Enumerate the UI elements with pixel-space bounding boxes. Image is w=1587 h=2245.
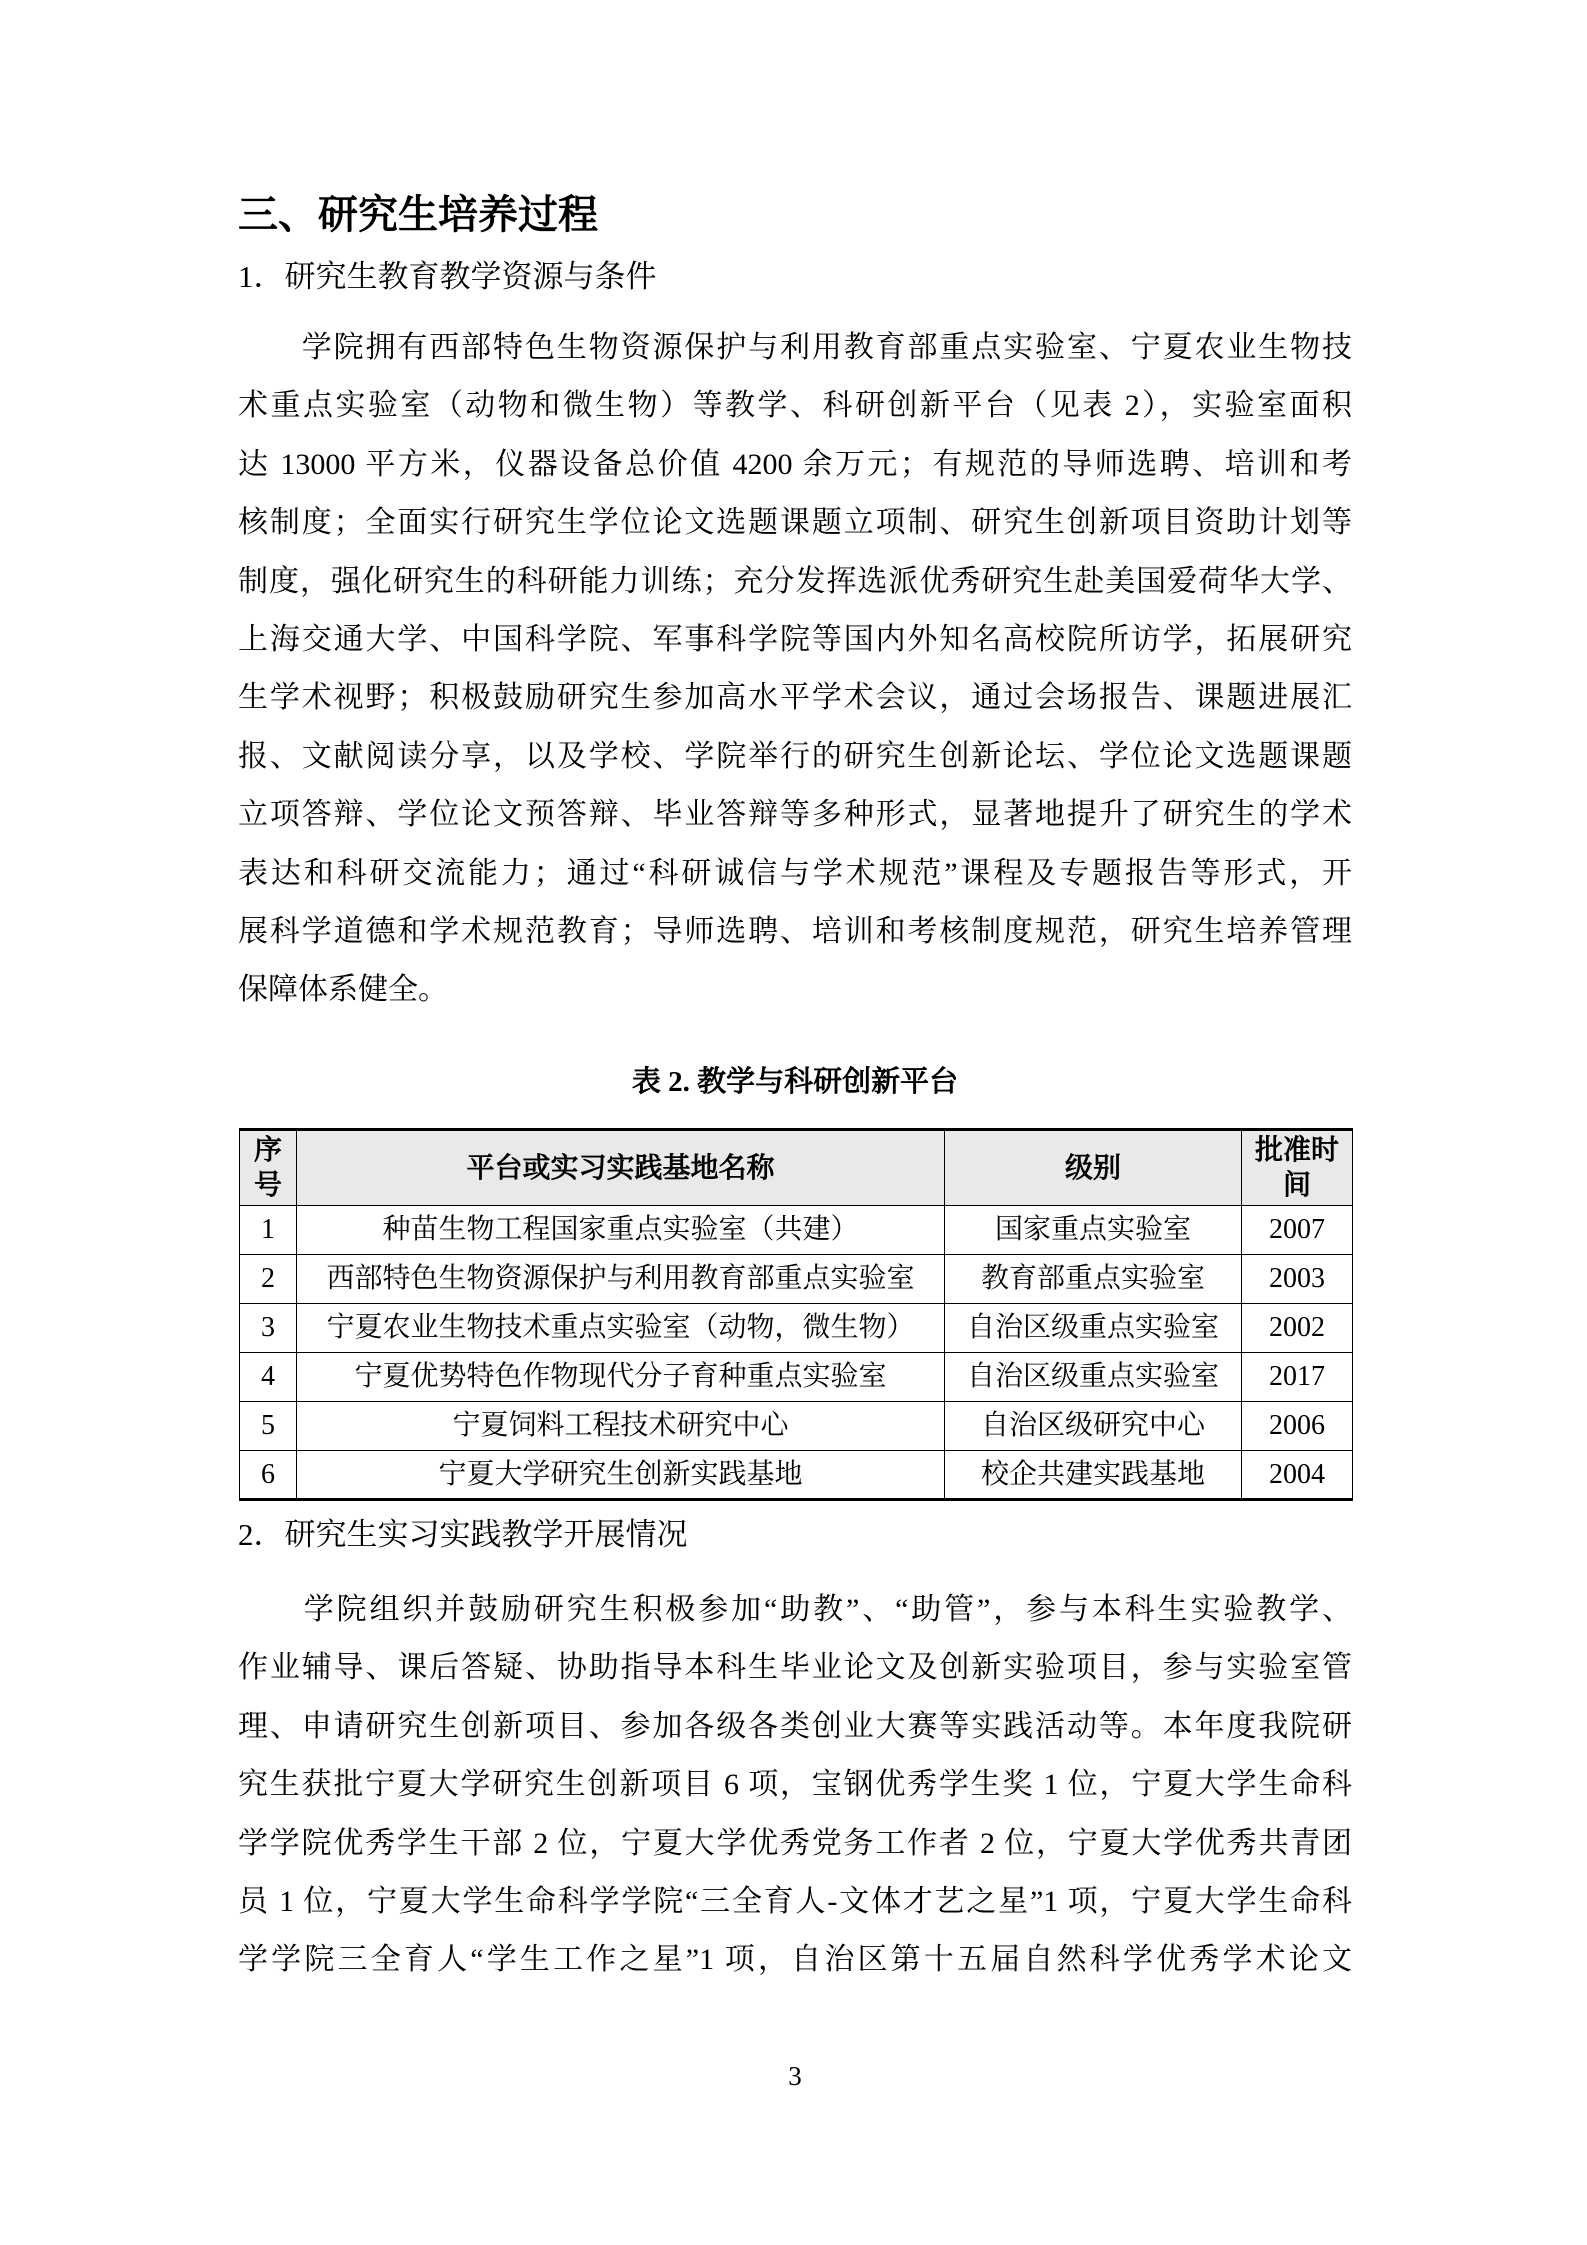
cell-platform-name: 宁夏大学研究生创新实践基地: [297, 1451, 945, 1500]
paragraph-line: 究生获批宁夏大学研究生创新项目 6 项，宝钢优秀学生奖 1 位，宁夏大学生命科: [238, 1768, 1352, 1802]
table-row: [240, 1304, 1353, 1353]
paragraph-line: 保障体系健全。: [238, 973, 448, 1007]
cell-approval-year: 2002: [1242, 1304, 1353, 1353]
cell-level: 教育部重点实验室: [945, 1255, 1242, 1304]
cell-serial-number: 2: [240, 1255, 297, 1304]
cell-approval-year: 2004: [1242, 1451, 1353, 1500]
table-header: [240, 1130, 1353, 1206]
paragraph-line: 展科学道德和学术规范教育；导师选聘、培训和考核制度规范，研究生培养管理: [238, 914, 1352, 948]
cell-serial-number: 4: [240, 1353, 297, 1402]
cell-serial-number: 6: [240, 1451, 297, 1500]
section-2-paragraph: [238, 1581, 1352, 1990]
cell-serial-number: 5: [240, 1402, 297, 1451]
section-1-title: 1．研究生教育教学资源与条件: [238, 259, 657, 294]
paragraph-line: 员 1 位，宁夏大学生命科学学院“三全育人-文体才艺之星”1 项，宁夏大学生命科: [238, 1884, 1352, 1918]
platforms-table: [239, 1128, 1353, 1501]
table-header-cell: 级别: [945, 1130, 1242, 1206]
paragraph-line: 表达和科研交流能力；通过“科研诚信与学术规范”课程及专题报告等形式，开: [238, 856, 1352, 890]
paragraph-line: 学院组织并鼓励研究生积极参加“助教”、“助管”，参与本科生实验教学、: [238, 1593, 1352, 1626]
table-header-cell: 批准时间: [1242, 1130, 1353, 1206]
table-body: [240, 1206, 1353, 1500]
cell-approval-year: 2003: [1242, 1255, 1353, 1304]
cell-approval-year: 2007: [1242, 1206, 1353, 1255]
paragraph-line: 立项答辩、学位论文预答辩、毕业答辩等多种形式，显著地提升了研究生的学术: [238, 798, 1352, 832]
cell-level: 国家重点实验室: [945, 1206, 1242, 1255]
cell-platform-name: 宁夏饲料工程技术研究中心: [297, 1402, 945, 1451]
paragraph-line: 学学院优秀学生干部 2 位，宁夏大学优秀党务工作者 2 位，宁夏大学优秀共青团: [238, 1826, 1352, 1860]
paragraph-line: 学院拥有西部特色生物资源保护与利用教育部重点实验室、宁夏农业生物技: [238, 331, 1352, 364]
section-2-title: 2．研究生实习实践教学开展情况: [238, 1517, 688, 1552]
cell-approval-year: 2017: [1242, 1353, 1353, 1402]
cell-level: 自治区级重点实验室: [945, 1353, 1242, 1402]
cell-platform-name: 宁夏优势特色作物现代分子育种重点实验室: [297, 1353, 945, 1402]
cell-serial-number: 3: [240, 1304, 297, 1353]
paragraph-line: 上海交通大学、中国科学院、军事科学院等国内外知名高校院所访学，拓展研究: [238, 622, 1352, 656]
paragraph-line: 学学院三全育人“学生工作之星”1 项，自治区第十五届自然科学优秀学术论文: [238, 1943, 1352, 1977]
cell-level: 自治区级研究中心: [945, 1402, 1242, 1451]
cell-platform-name: 西部特色生物资源保护与利用教育部重点实验室: [297, 1255, 945, 1304]
table-row: [240, 1206, 1353, 1255]
paragraph-line: 作业辅导、课后答疑、协助指导本科生毕业论文及创新实验项目，参与实验室管: [238, 1651, 1352, 1685]
paragraph-line: 理、申请研究生创新项目、参加各级各类创业大赛等实践活动等。本年度我院研: [238, 1709, 1352, 1743]
paragraph-line: 报、文献阅读分享，以及学校、学院举行的研究生创新论坛、学位论文选题课题: [238, 739, 1352, 773]
table-row: [240, 1451, 1353, 1500]
paragraph-line: 核制度；全面实行研究生学位论文选题课题立项制、研究生创新项目资助计划等: [238, 506, 1352, 540]
table-header-cell: 序号: [240, 1130, 297, 1206]
table-row: [240, 1402, 1353, 1451]
paragraph-line: 生学术视野；积极鼓励研究生参加高水平学术会议，通过会场报告、课题进展汇: [238, 681, 1352, 715]
cell-approval-year: 2006: [1242, 1402, 1353, 1451]
paragraph-line: 达 13000 平方米，仪器设备总价值 4200 余万元；有规范的导师选聘、培训和考: [238, 447, 1352, 481]
cell-platform-name: 宁夏农业生物技术重点实验室（动物，微生物）: [297, 1304, 945, 1353]
section-1-paragraph: [238, 319, 1352, 1020]
table-header-cell: 平台或实习实践基地名称: [297, 1130, 945, 1206]
table-caption: 表 2. 教学与科研创新平台: [631, 1066, 959, 1098]
cell-platform-name: 种苗生物工程国家重点实验室（共建）: [297, 1206, 945, 1255]
table-row: [240, 1255, 1353, 1304]
table-header-row: [240, 1130, 1353, 1206]
table-row: [240, 1353, 1353, 1402]
cell-level: 校企共建实践基地: [945, 1451, 1242, 1500]
paragraph-line: 制度，强化研究生的科研能力训练；充分发挥选派优秀研究生赴美国爱荷华大学、: [238, 564, 1352, 598]
page-number: 3: [788, 2061, 802, 2091]
cell-level: 自治区级重点实验室: [945, 1304, 1242, 1353]
page-heading: 三、研究生培养过程: [238, 192, 598, 237]
paragraph-line: 术重点实验室（动物和微生物）等教学、科研创新平台（见表 2），实验室面积: [238, 389, 1352, 423]
cell-serial-number: 1: [240, 1206, 297, 1255]
